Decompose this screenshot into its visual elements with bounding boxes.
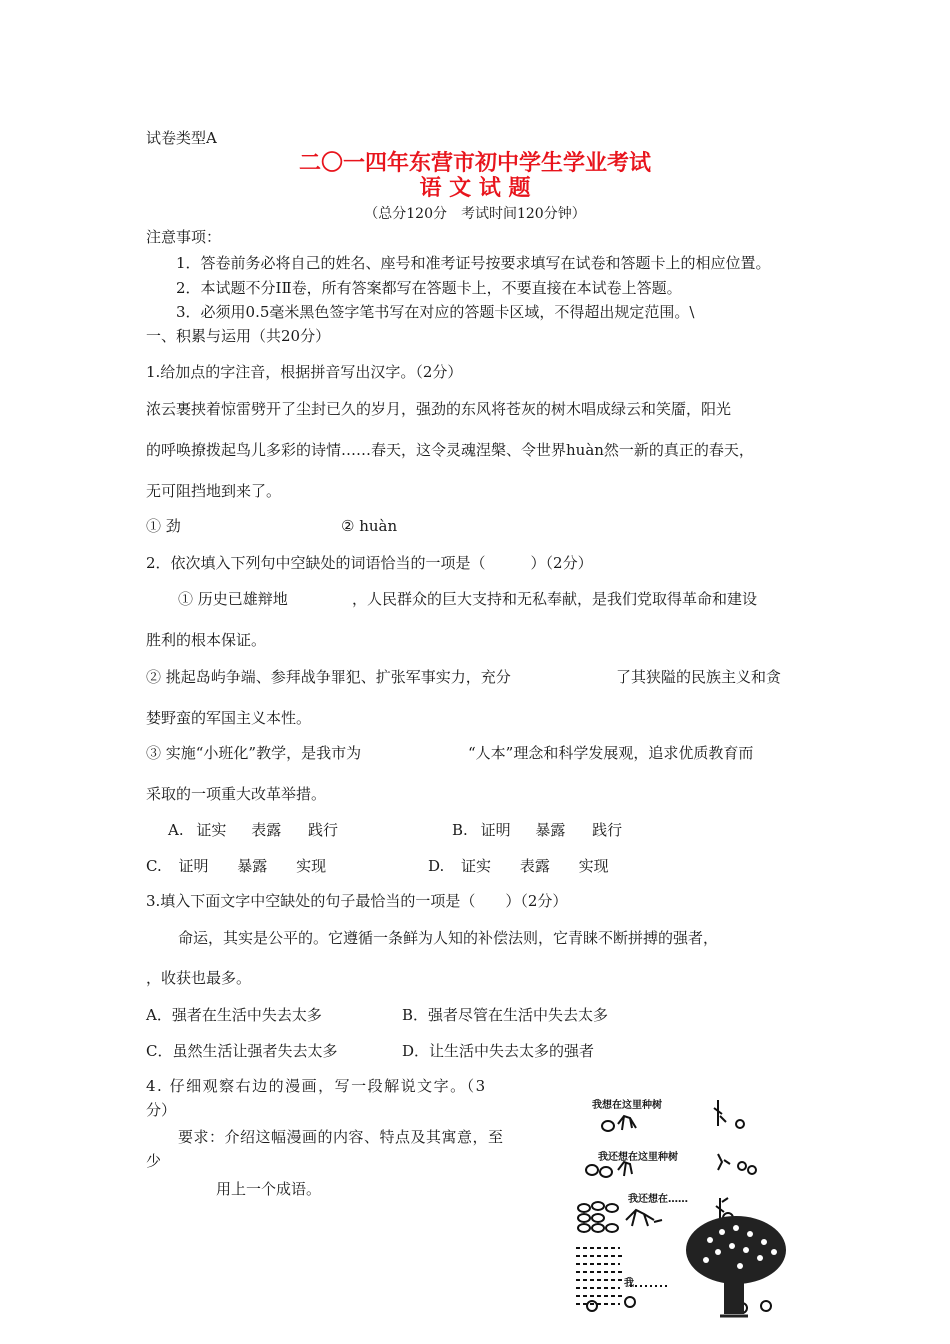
exam-subtitle: 语 文 试 题: [419, 176, 531, 201]
q3-passage-line: ，收获也最多。: [146, 969, 252, 987]
q1-stem: 1.给加点的字注音，根据拼音写出汉字。（2分）: [146, 363, 463, 381]
q3-option-b: B．强者尽管在生活中失去太多: [402, 1006, 609, 1024]
exam-title: 二〇一四年东营市初中学生学业考试: [298, 151, 651, 176]
option-word: 证明: [178, 857, 209, 875]
option-letter: A.: [168, 821, 184, 839]
option-word: 暴露: [237, 857, 268, 875]
q4-requirement: 要求：介绍这幅漫画的内容、特点及其寓意，至: [178, 1128, 504, 1146]
option-letter: B.: [452, 821, 468, 839]
option-word: 证实: [461, 857, 492, 875]
q2-option-c: [146, 856, 326, 876]
option-word: 实现: [296, 857, 327, 875]
cartoon-caption: 我还想在……: [628, 1194, 688, 1205]
q2-sentence-1a: ① 历史已雄辩地: [178, 590, 288, 608]
cartoon-image: [570, 1090, 790, 1320]
section-heading: 一、积累与运用（共20分）: [146, 327, 331, 345]
note-item: 3．必须用0.5毫米黑色签字笔书写在对应的答题卡区域，不得超出规定范围。\: [176, 303, 695, 321]
q3-stem: 3.填入下面文字中空缺处的句子最恰当的一项是（ ）（2分）: [146, 892, 568, 910]
q3-option-a: A．强者在生活中失去太多: [146, 1006, 322, 1024]
q2-option-a: [168, 820, 338, 840]
q4-stem: 4. 仔细观察右边的漫画，写一段解说文字。（3: [146, 1077, 487, 1095]
option-word: 表露: [519, 857, 550, 875]
q2-sentence-2c: 婪野蛮的军国主义本性。: [146, 709, 312, 727]
q1-passage-line: 浓云裹挟着惊雷劈开了尘封已久的岁月，强劲的东风将苍灰的树木唱成绿云和笑靥，阳光: [146, 400, 732, 418]
q1-passage-line: 无可阻挡地到来了。: [146, 482, 282, 500]
q2-sentence-3a: ③ 实施“小班化”教学，是我市为: [146, 744, 362, 762]
option-word: 践行: [307, 821, 338, 839]
q2-option-b: [452, 820, 622, 840]
q3-option-c: C．虽然生活让强者失去太多: [146, 1042, 338, 1060]
option-word: 践行: [592, 821, 623, 839]
exam-info: （总分120分 考试时间120分钟）: [364, 206, 586, 222]
option-word: 证明: [480, 821, 511, 839]
q2-sentence-3b: “人本”理念和科学发展观，追求优质教育而: [468, 744, 754, 762]
option-word: 实现: [578, 857, 609, 875]
option-letter: D.: [428, 857, 445, 875]
q2-sentence-1c: 胜利的根本保证。: [146, 631, 267, 649]
cartoon-caption: 我想在这里种树: [592, 1100, 662, 1111]
paper-type: 试卷类型A: [146, 129, 217, 147]
option-word: 暴露: [535, 821, 566, 839]
q2-stem: 2．依次填入下列句中空缺处的词语恰当的一项是（ ）（2分）: [146, 554, 593, 572]
cartoon-caption: 我: [624, 1278, 634, 1289]
cartoon-caption: 我还想在这里种树: [598, 1152, 678, 1163]
q2-sentence-1b: ，人民群众的巨大支持和无私奉献，是我们党取得革命和建设: [352, 590, 758, 608]
note-item: 1．答卷前务必将自己的姓名、座号和准考证号按要求填写在试卷和答题卡上的相应位置。: [176, 254, 771, 272]
q4-requirement-cont: 少: [146, 1152, 162, 1170]
option-word: 证实: [196, 821, 227, 839]
note-item: 2．本试题不分ⅠⅡ卷，所有答案都写在答题卡上，不要直接在本试卷上答题。: [176, 279, 682, 297]
notes-heading: 注意事项：: [146, 228, 222, 246]
option-word: 表露: [251, 821, 282, 839]
q1-blank-1: ① 劲: [146, 517, 181, 535]
q3-option-d: D．让生活中失去太多的强者: [402, 1042, 595, 1060]
option-letter: C.: [146, 857, 162, 875]
q4-requirement-cont: 用上一个成语。: [216, 1180, 322, 1198]
q2-option-d: [428, 856, 609, 876]
q4-stem-cont: 分）: [146, 1101, 177, 1119]
q2-sentence-2b: 了其狭隘的民族主义和贪: [616, 668, 782, 686]
q2-sentence-3c: 采取的一项重大改革举措。: [146, 785, 327, 803]
q1-blank-2: ② huàn: [341, 517, 398, 535]
q2-sentence-2a: ② 挑起岛屿争端、参拜战争罪犯、扩张军事实力，充分: [146, 668, 511, 686]
q1-passage-line: 的呼唤撩拨起鸟儿多彩的诗情……春天，这令灵魂涅槃、令世界huàn然一新的真正的春天，: [146, 441, 754, 459]
q3-passage-line: 命运，其实是公平的。它遵循一条鲜为人知的补偿法则，它青睐不断拼搏的强者，: [178, 929, 719, 947]
